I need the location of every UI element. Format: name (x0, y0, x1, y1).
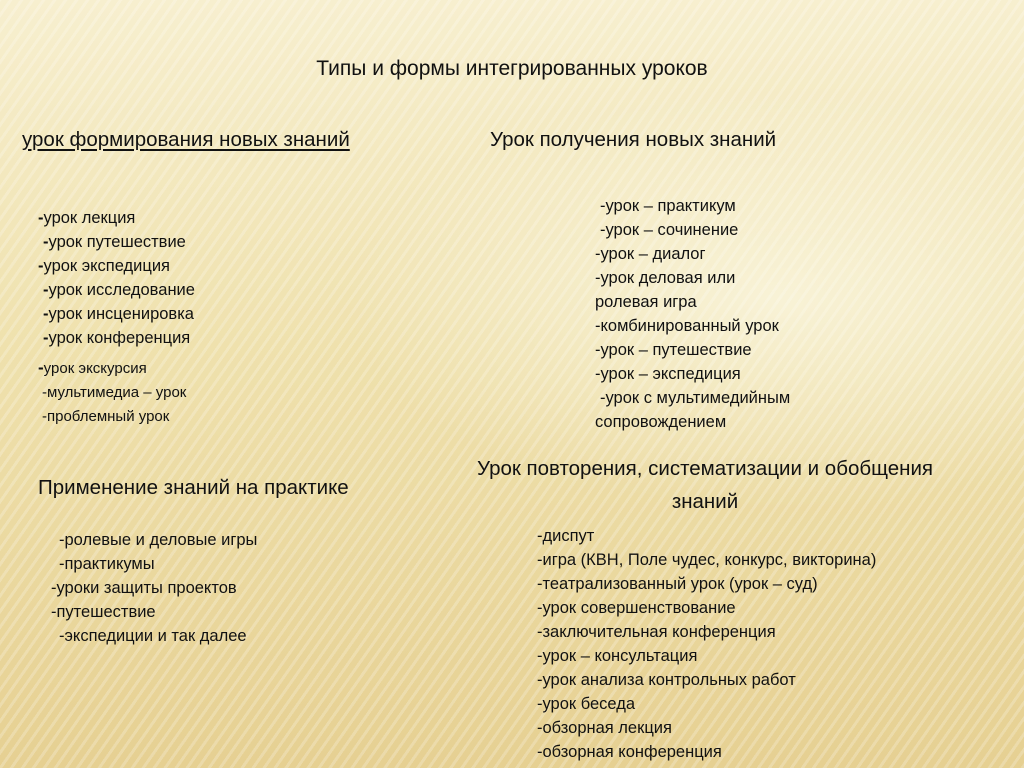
heading-repetition: Урок повторения, систематизации и обобщения знаний (476, 457, 933, 513)
list-item: -урок – консультация (537, 647, 698, 665)
list-item: -урок исследование (43, 281, 195, 299)
list-item: сопровождением (595, 413, 727, 431)
list-item: -урок – диалог (595, 245, 706, 263)
list-item: -экспедиции и так далее (59, 627, 247, 645)
list-item: -урок лекция (38, 209, 136, 227)
list-item: -урок конференция (43, 329, 191, 347)
list-item: -урок беседа (537, 695, 636, 713)
list-item: -урок – экспедиция (595, 365, 741, 383)
list-item: -ролевые и деловые игры (59, 531, 258, 549)
list-item: -проблемный урок (42, 408, 170, 425)
list-item: -урок – практикум (600, 197, 736, 215)
list-item: -заключительная конференция (537, 623, 776, 641)
list-item: -урок экспедиция (38, 257, 170, 275)
list-item: -урок инсценировка (43, 305, 194, 323)
list-item: -обзорная лекция (537, 719, 672, 737)
heading-new-knowledge-gaining: Урок получения новых знаний (490, 128, 777, 151)
list-item: -практикумы (59, 555, 155, 573)
list-item: -мультимедиа – урок (42, 384, 187, 401)
list-item: -урок – путешествие (595, 341, 752, 359)
list-item: -урок с мультимедийным (600, 389, 791, 407)
list-item: -диспут (537, 527, 595, 545)
list-new-knowledge-gaining (595, 194, 790, 434)
list-item: -комбинированный урок (595, 317, 779, 335)
list-item: -урок деловая или (595, 269, 736, 287)
list-new-knowledge-formation (38, 206, 195, 429)
heading-application: Применение знаний на практике (38, 476, 349, 499)
list-item: -обзорная конференция (537, 743, 722, 761)
list-item: -урок анализа контрольных работ (537, 671, 796, 689)
list-item: -урок – сочинение (600, 221, 739, 239)
list-item: -театрализованный урок (урок – суд) (537, 575, 818, 593)
list-repetition (537, 524, 876, 764)
list-item: ролевая игра (595, 293, 697, 311)
list-item: -путешествие (51, 603, 156, 621)
list-item: -игра (КВН, Поле чудес, конкурс, викторина) (537, 551, 877, 569)
page-title: Типы и формы интегрированных уроков (316, 57, 708, 80)
list-application (51, 528, 257, 648)
list-item: -урок путешествие (43, 233, 186, 251)
heading-new-knowledge-formation: урок формирования новых знаний (22, 128, 350, 151)
list-item: -урок экскурсия (38, 358, 147, 377)
list-item: -уроки защиты проектов (51, 579, 237, 597)
list-item: -урок совершенствование (537, 599, 736, 617)
